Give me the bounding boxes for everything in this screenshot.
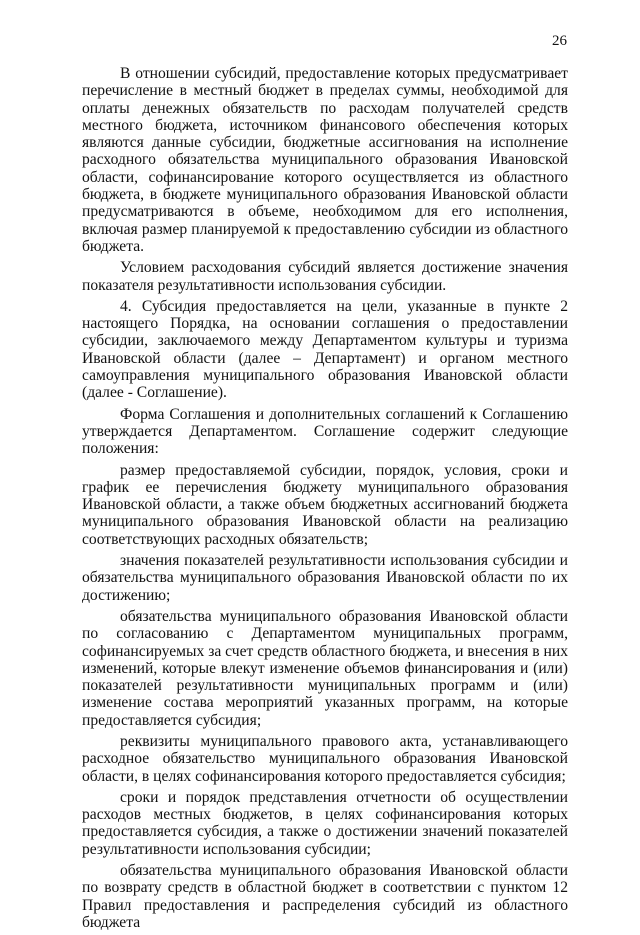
page-number: 26: [552, 33, 567, 49]
paragraph-item-4-agreement: 4. Субсидия предоставляется на цели, указанные в пункте 2 настоящего Порядка, на основании соглашения о предоставлении субсидии, заключаемого между Департаментом культуры и туризма Ивановской области (далее – Департамент) и органом местного самоуправления муниципального образования Ивановской области (далее - Соглашение).: [82, 297, 568, 402]
paragraph-spending-condition: Условием расходования субсидий является достижение значения показателя результативности использования субсидии.: [82, 259, 568, 294]
list-item-performance-indicators: значения показателей результативности использования субсидии и обязательства муниципального образования Ивановской области по их достижению;: [82, 552, 568, 604]
document-body: [82, 65, 568, 935]
list-item-refund-obligations: обязательства муниципального образования Ивановской области по возврату средств в областной бюджет в соответствии с пунктом 12 Правил предоставления и распределения субсидий из областного бюджета: [82, 862, 568, 931]
list-item-legal-act-details: реквизиты муниципального правового акта, устанавливающего расходное обязательство муниципального образования Ивановской области, в целях софинансирования которого предоставляется субсидия;: [82, 732, 568, 785]
paragraph-subsidy-budget-allocation: В отношении субсидий, предоставление которых предусматривает перечисление в местный бюджет в пределах суммы, необходимой для оплаты денежных обязательств по расходам получателей средств местного бюджета, источником финансового обеспечения которых являются данные субсидии, бюджетные ассигнования на исполнение расходного обязательства муниципального образования Ивановской области, софинансирование которого осуществляется из областного бюджета, в бюджете муниципального образования Ивановской области предусматриваются в объеме, необходимом для его исполнения, включая размер планируемой к предоставлению субсидии из областного бюджета.: [82, 65, 568, 255]
list-item-program-approval: обязательства муниципального образования Ивановской области по согласованию с Департаментом муниципальных программ, софинансируемых за счет средств областного бюджета, и внесения в них изменений, которые влекут изменение объемов финансирования и (или) показателей результативности муниципальных программ и (или) изменение состава мероприятий указанных программ, на которые предоставляется субсидия;: [82, 607, 568, 729]
paragraph-agreement-form: Форма Соглашения и дополнительных соглашений к Соглашению утверждается Департаментом. Соглашение содержит следующие положения:: [82, 405, 568, 458]
list-item-subsidy-size: размер предоставляемой субсидии, порядок, условия, сроки и график ее перечисления бюджету муниципального образования Ивановской области, а также объем бюджетных ассигнований бюджета муниципального образования Ивановской области на реализацию соответствующих расходных обязательств;: [82, 461, 568, 548]
list-item-reporting-terms: сроки и порядок представления отчетности об осуществлении расходов местных бюджетов, в целях софинансирования которых предоставляется субсидия, а также о достижении значений показателей результативности использования субсидии;: [82, 788, 568, 858]
